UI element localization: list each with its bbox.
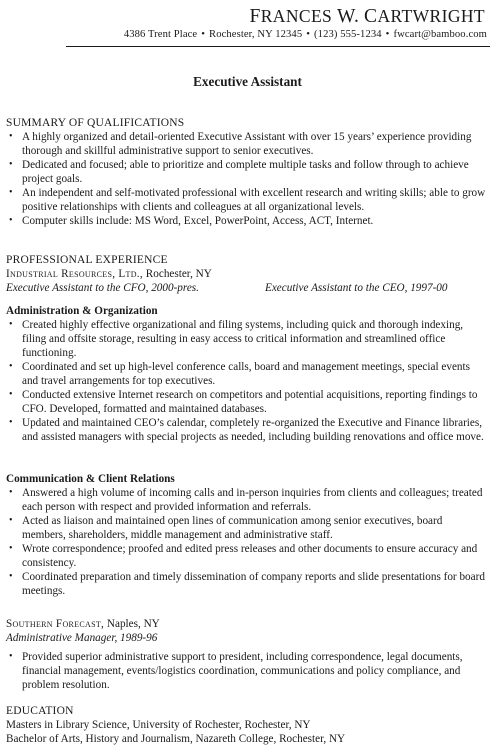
education-heading: EDUCATION [6, 705, 74, 717]
role-cfo: Executive Assistant to the CFO, 2000-pres. [6, 282, 199, 294]
role-ceo: Executive Assistant to the CEO, 1997-00 [265, 282, 448, 294]
summary-list [6, 130, 488, 228]
role: Administrative Manager, 1989-96 [6, 632, 158, 644]
contact-line: 4386 Trent Place • Rochester, NY 12345 • (123) 555-1234 • fwcart@bamboo.com [123, 29, 487, 40]
list-item: • Coordinated and set up high-level conference calls, board and management meetings, special events and travel arrangements for top executives. [6, 360, 488, 388]
job-southern-forecast [6, 617, 488, 692]
list-item: • Updated and maintained CEO’s calendar, completely re-organized the Executive and Finance libraries, and assisted managers with special projects as needed, including building renovations and office move. [6, 416, 488, 444]
degree-line: Bachelor of Arts, History and Journalism, Nazareth College, Rochester, NY [6, 733, 346, 745]
summary-section [6, 116, 488, 228]
company-name: Southern Forecast, [6, 618, 105, 630]
experience-section [6, 253, 488, 295]
candidate-name: FRANCES W. CARTWRIGHT [249, 6, 485, 27]
list-item: • Conducted extensive Internet research on competitors and potential acquisitions, reporting findings to CFO. Developed, formatted and maintained databases. [6, 388, 488, 416]
list-item: • A highly organized and detail-oriented Executive Assistant with over 15 years’ experience providing thorough and skillful administrative support to senior executives. [6, 130, 488, 158]
phone: (123) 555-1234 [314, 29, 382, 40]
list-item: • Dedicated and focused; able to prioritize and complete multiple tasks and follow through to achieve project goals. [6, 158, 488, 186]
subsection-communication [6, 472, 488, 598]
experience-heading: PROFESSIONAL EXPERIENCE [6, 254, 168, 266]
degree-line: Masters in Library Science, University of Rochester, Rochester, NY [6, 719, 311, 731]
roles-line [6, 281, 488, 295]
company-name: Industrial Resources, Ltd., [6, 268, 143, 280]
company-line [6, 617, 488, 631]
subsection-heading: Communication & Client Relations [6, 473, 175, 485]
list-item: • Created highly effective organizational and filing systems, including quick and thorough indexing, filing and offsite storage, resulting in easy access to critical information and streamlined office functioning. [6, 318, 488, 360]
list-item: • Coordinated preparation and timely dissemination of company reports and slide presentations for board meetings. [6, 570, 488, 598]
city: Rochester, NY 12345 [209, 29, 303, 40]
header-rule [66, 46, 490, 47]
company-location: Naples, NY [106, 618, 160, 630]
summary-heading: SUMMARY OF QUALIFICATIONS [6, 117, 185, 129]
list-item: • Wrote correspondence; proofed and edited press releases and other documents to ensure accuracy and consistency. [6, 542, 488, 570]
subsection-admin [6, 304, 488, 444]
subsection-heading: Administration & Organization [6, 305, 158, 317]
list-item: • Provided superior administrative support to president, including correspondence, legal documents, financial management, events/logistics coordination, communications and policy compliance, and problem resolution. [6, 650, 488, 692]
company-line [6, 267, 488, 281]
education-section [6, 704, 488, 746]
list-item: • Computer skills include: MS Word, Excel, PowerPoint, Access, ACT, Internet. [6, 214, 488, 228]
objective-title: Executive Assistant [193, 74, 302, 89]
list-item: • Answered a high volume of incoming calls and in-person inquiries from clients and colleagues; treated each person with respect and provided information and referrals. [6, 486, 488, 514]
list-item: • An independent and self-motivated professional with excellent research and writing skills; able to grow positive relationships with clients and colleagues at all organizational levels. [6, 186, 488, 214]
email: fwcart@bamboo.com [393, 29, 487, 40]
list-item: • Acted as liaison and maintained open lines of communication among senior executives, board members, shareholders, middle management and administrative staff. [6, 514, 488, 542]
address: 4386 Trent Place [123, 29, 198, 40]
company-location: Rochester, NY [145, 268, 212, 280]
